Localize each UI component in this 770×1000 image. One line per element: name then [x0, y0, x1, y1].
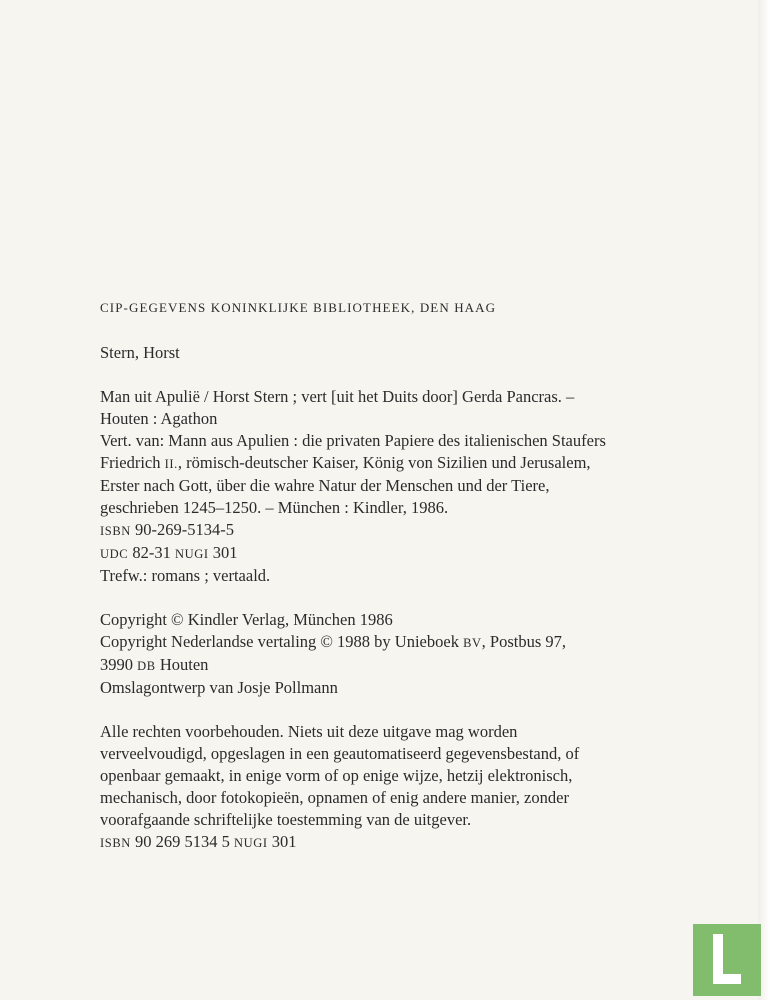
nugi-label: NUGI [234, 836, 268, 850]
subject-line: Trefw.: romans ; vertaald. [100, 566, 271, 585]
record-smallcaps: II. [164, 457, 178, 471]
record-line [100, 452, 700, 475]
udc-value: 82-31 [128, 543, 175, 562]
rights-line: voorafgaande schriftelijke toestemming van de uitgever. [100, 810, 472, 829]
nugi-value: 301 [208, 543, 238, 562]
copyright-line [100, 654, 700, 677]
copyright-text: , Postbus 97, [481, 632, 567, 651]
udc-label: UDC [100, 547, 129, 561]
record-line: Vert. van: Mann aus Apulien : die privaten Papiere des italienischen Staufers [100, 431, 606, 450]
rights-line: Alle rechten voorbehouden. Niets uit deze uitgave mag worden [100, 722, 518, 741]
cip-header: CIP-GEGEVENS KONINKLIJKE BIBLIOTHEEK, DEN HAAG [100, 300, 497, 315]
isbn-line [100, 519, 700, 542]
isbn-label: ISBN [100, 836, 131, 850]
record-text: , römisch-deutscher Kaiser, König von Sizilien und Jerusalem, [177, 453, 591, 472]
rights-line: openbaar gemaakt, in enige vorm of op enige wijze, hetzij elektronisch, [100, 766, 573, 785]
copyright-line: Copyright © Kindler Verlag, München 1986 [100, 610, 393, 629]
logo-letter [713, 934, 741, 984]
isbn-value: 90-269-5134-5 [130, 520, 234, 539]
copyright-smallcaps: DB [137, 659, 156, 673]
colophon [100, 300, 700, 854]
author-name: Stern, Horst [100, 343, 180, 362]
copyright-line [100, 631, 700, 654]
rights-line: mechanisch, door fotokopieën, opnamen of enig andere manier, zonder [100, 788, 569, 807]
l-letter-logo-icon [693, 924, 761, 996]
record-line: Houten : Agathon [100, 409, 218, 428]
page-edge [758, 0, 770, 1000]
isbn-nugi-line [100, 831, 700, 854]
copyright-block [100, 609, 700, 699]
record-line: Erster nach Gott, über die wahre Natur der Menschen und der Tiere, [100, 476, 550, 495]
isbn-value: 90 269 5134 5 [130, 832, 235, 851]
copyright-text: Houten [155, 655, 209, 674]
copyright-smallcaps: BV [463, 636, 482, 650]
copyright-text: Copyright Nederlandse vertaling © 1988 by Unieboek [100, 632, 464, 651]
isbn-label: ISBN [100, 524, 131, 538]
nugi-value: 301 [267, 832, 297, 851]
rights-block [100, 721, 700, 854]
rights-line: verveelvoudigd, opgeslagen in een geautomatiseerd gegevensbestand, of [100, 744, 580, 763]
copyright-text: 3990 [100, 655, 138, 674]
catalog-record [100, 386, 700, 587]
udc-nugi-line [100, 542, 700, 565]
nugi-label: NUGI [174, 547, 209, 561]
record-text: Friedrich [100, 453, 165, 472]
record-line: Man uit Apulië / Horst Stern ; vert [uit het Duits door] Gerda Pancras. – [100, 387, 575, 406]
copyright-line: Omslagontwerp van Josje Pollmann [100, 678, 338, 697]
record-line: geschrieben 1245–1250. – München : Kindler, 1986. [100, 498, 449, 517]
